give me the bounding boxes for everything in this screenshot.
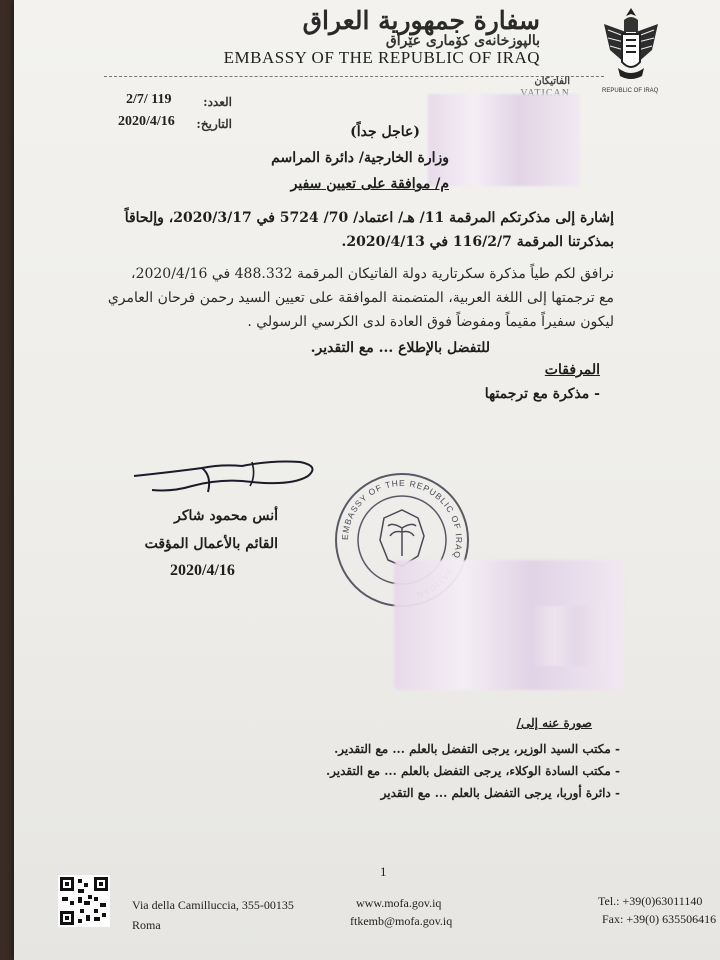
attachments-item: - مذكرة مع ترجمتها — [484, 386, 600, 402]
signer-name: أنس محمود شاكر — [174, 508, 278, 524]
cc-item-1: - مكتب السيد الوزير، يرجى التفضل بالعلم ... مع التقدير. — [334, 742, 620, 756]
cc-item-3: - دائرة أوربا، يرجى التفضل بالعلم ... مع التقدير — [380, 786, 620, 800]
email-link[interactable]: ftkemb@mofa.gov.iq — [350, 914, 453, 928]
closing-line: للتفضل بالإطلاع ... مع التقدير. — [310, 340, 490, 356]
number-value: 2/7/ 119 — [126, 92, 172, 107]
recipient-line: وزارة الخارجية/ دائرة المراسم — [271, 150, 449, 166]
address-line-2: Roma — [132, 918, 161, 932]
urgent-label: (عاجل جداً) — [350, 124, 420, 140]
attachments-title: المرفقات — [544, 362, 600, 378]
signature-date: 2020/4/16 — [170, 562, 235, 579]
emblem-caption: REPUBLIC OF IRAQ — [602, 88, 659, 94]
paragraph-2-line-3: ليكون سفيراً مقيماً ومفوضاً فوق العادة لدى الكرسي الرسولي . — [247, 314, 614, 330]
letter-page — [14, 0, 720, 960]
header-divider — [104, 76, 604, 77]
date-label: التاريخ: — [196, 117, 232, 131]
redacted-block-header — [428, 94, 580, 186]
cc-title: صورة عنه إلى/ — [516, 716, 592, 730]
redacted-block-side — [534, 606, 604, 666]
paragraph-2-line-2: مع ترجمتها إلى اللغة العربية، المتضمنة الموافقة على تعيين السيد رحمن فرحان العامري — [107, 290, 614, 306]
vatican-arabic-label: الفاتيكان — [534, 76, 570, 87]
number-label: العدد: — [203, 95, 232, 109]
handwritten-signature — [132, 452, 322, 500]
paragraph-1-line-1: إشارة إلى مذكرتكم المرقمة 11/ هـ/ اعتماد/ 70/ 5724 في 2020/3/17، وإلحاقاً — [124, 210, 614, 226]
qr-code-icon — [58, 875, 110, 927]
embassy-arabic-title: سفارة جمهورية العراق — [302, 6, 540, 35]
website-link[interactable]: www.mofa.gov.iq — [356, 896, 442, 910]
cc-item-2: - مكتب السادة الوكلاء، يرجى التفضل بالعلم ... مع التقدير. — [325, 764, 620, 778]
signer-title: القائم بالأعمال المؤقت — [144, 536, 278, 552]
paragraph-1-line-2: بمذكرتنا المرقمة 116/2/7 في 2020/4/13. — [341, 234, 614, 250]
embassy-english-title: EMBASSY OF THE REPUBLIC OF IRAQ — [223, 48, 540, 67]
address-line-1: Via della Camilluccia, 355-00135 — [132, 898, 294, 912]
iraq-eagle-emblem-icon — [596, 2, 666, 98]
date-value: 2020/4/16 — [118, 114, 175, 129]
embassy-kurdish-title: بالپوزخانەی کۆماری عێراق — [385, 33, 540, 49]
telephone-number: Tel.: +39(0)63011140 — [598, 894, 703, 908]
fax-number: Fax: +39(0) 635506416 — [602, 912, 717, 926]
paragraph-2-line-1: نرافق لكم طياً مذكرة سكرتارية دولة الفاتيكان المرقمة 488.332 في 2020/4/16، — [131, 266, 614, 282]
stamp-ring-text: EMBASSY OF THE REPUBLIC OF IRAQ — [339, 477, 465, 561]
subject-line: م/ موافقة على تعيين سفير — [290, 176, 449, 192]
page-number: 1 — [380, 864, 387, 879]
